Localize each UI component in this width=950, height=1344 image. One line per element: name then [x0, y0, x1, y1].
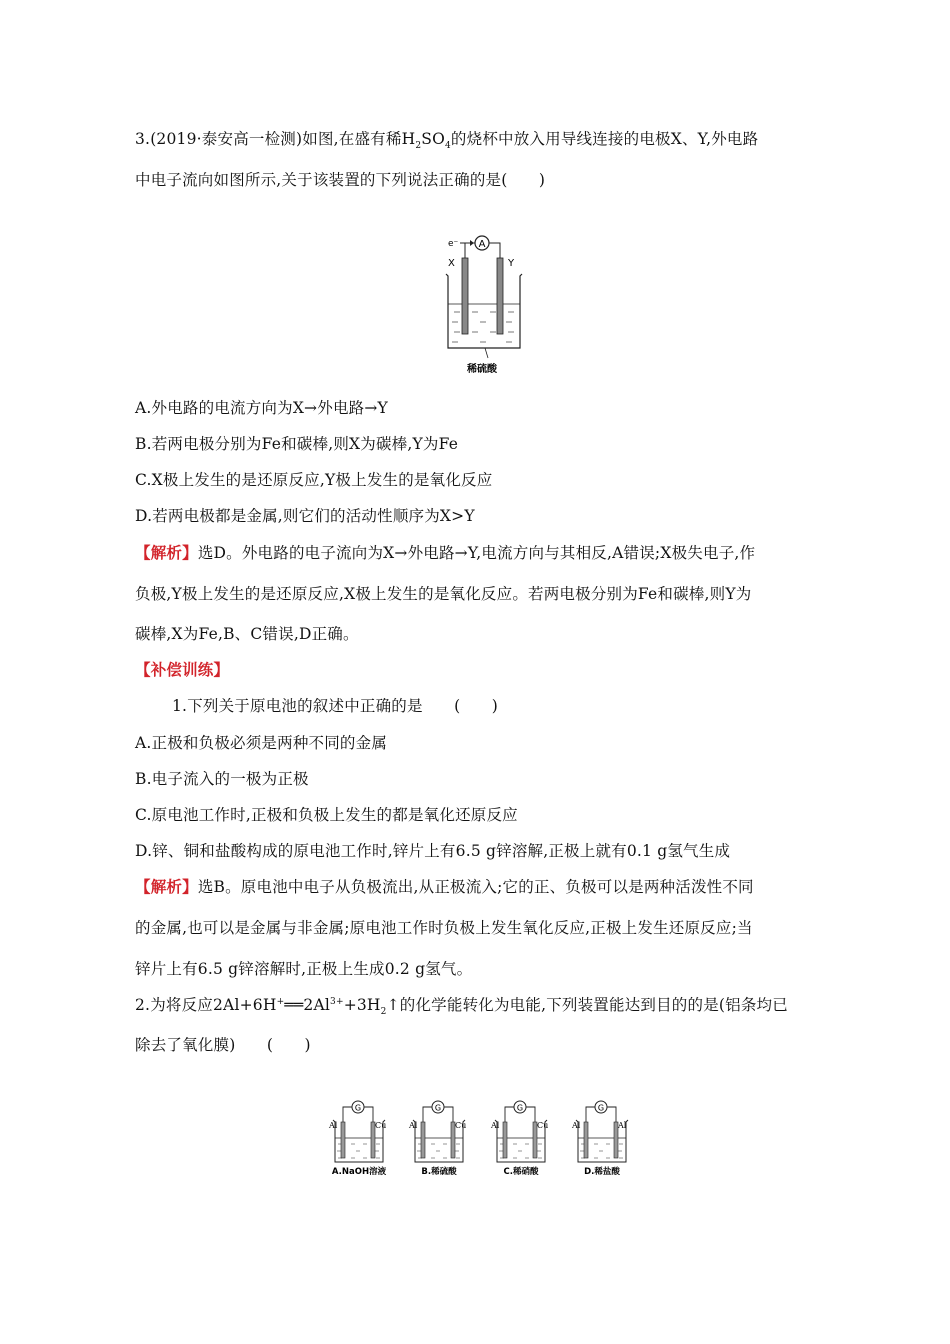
left-electrode [421, 1122, 425, 1158]
left-electrode [584, 1122, 588, 1158]
electrode-y-label: Y [508, 258, 515, 269]
cell-caption: D.稀盐酸 [584, 1167, 620, 1177]
cell-caption: A.NaOH溶液 [331, 1167, 387, 1177]
left-electrode [341, 1122, 345, 1158]
q3-option-a: A.外电路的电流方向为X→外电路→Y [135, 399, 388, 417]
supp-q1-option-b: B.电子流入的一极为正极 [135, 770, 309, 788]
meter-label: G [597, 1103, 605, 1113]
supp-q1-analysis-line2: 的金属,也可以是金属与非金属;原电池工作时负极上发生氧化反应,正极上发生还原反应;当 [135, 919, 753, 937]
cell-caption: B.稀硫酸 [421, 1167, 457, 1177]
cell-figure [568, 1098, 648, 1178]
supp-q1-analysis-line1: 【解析】选B。原电池中电子从负极流出,从正极流入;它的正、负极可以是两种活泼性不同 [135, 877, 754, 896]
right-electrode-label: Cu [537, 1121, 549, 1130]
right-electrode [371, 1122, 375, 1158]
q3-option-d: D.若两电极都是金属,则它们的活动性顺序为X>Y [135, 507, 475, 525]
left-electrode-label: Al [572, 1121, 581, 1130]
right-electrode [451, 1122, 455, 1158]
analysis-label: 【解析】 [135, 543, 198, 562]
supp-q1-option-c: C.原电池工作时,正极和负极上发生的都是氧化还原反应 [135, 806, 518, 824]
left-electrode [503, 1122, 507, 1158]
q3-analysis-line2: 负极,Y极上发生的是还原反应,X极上发生的是氧化反应。若两电极分别为Fe和碳棒,则Y为 [135, 585, 752, 603]
electrode-x-label: X [448, 258, 455, 269]
right-electrode-label: Al [618, 1121, 627, 1130]
right-electrode-label: Cu [375, 1121, 387, 1130]
meter-label: G [516, 1103, 524, 1113]
supp-q2-stem-line1: 2.为将反应$2Al+6H^+══2Al^{3+}+3H_2↑$的化学能转化为电能,下列装置能达到目的的是(铝条均已 [135, 996, 788, 1018]
electrode-x [462, 258, 468, 334]
meter-label: G [354, 1103, 362, 1113]
supplement-title: 【补偿训练】 [135, 660, 230, 679]
right-electrode-label: Cu [455, 1121, 467, 1130]
supp-q1-option-d: D.锌、铜和盐酸构成的原电池工作时,锌片上有6.5 g锌溶解,正极上就有0.1 g氢气生成 [135, 842, 731, 860]
left-electrode-label: Al [409, 1121, 418, 1130]
right-electrode [533, 1122, 537, 1158]
cell-figure [487, 1098, 567, 1178]
electron-label: e⁻ [448, 239, 459, 249]
cell-caption: C.稀硝酸 [503, 1167, 539, 1177]
ammeter-label: A [478, 239, 486, 250]
q3-analysis-line3: 碳棒,X为Fe,B、C错误,D正确。 [135, 625, 359, 643]
meter-label: G [434, 1103, 442, 1113]
cell-figure [405, 1098, 485, 1178]
analysis-label: 【解析】 [135, 877, 198, 896]
left-electrode-label: Al [491, 1121, 500, 1130]
supp-q1-option-a: A.正极和负极必须是两种不同的金属 [135, 734, 388, 752]
cell-figure [325, 1098, 405, 1178]
q3-analysis-line1: 【解析】选D。外电路的电子流向为X→外电路→Y,电流方向与其相反,A错误;X极失电子,作 [135, 543, 756, 562]
left-electrode-label: Al [329, 1121, 338, 1130]
q3-beaker-figure [440, 232, 530, 378]
supp-q1-stem: 1.下列关于原电池的叙述中正确的是 ( ) [172, 697, 498, 715]
right-electrode [614, 1122, 618, 1158]
electrode-y [497, 258, 503, 334]
q3-figure-caption: 稀硫酸 [467, 364, 497, 375]
q3-option-b: B.若两电极分别为Fe和碳棒,则X为碳棒,Y为Fe [135, 435, 459, 453]
supp-q2-stem-line2: 除去了氧化膜) ( ) [135, 1036, 311, 1054]
q3-stem-line1: 3.(2019·泰安高一检测)如图,在盛有稀$H_2SO_4$的烧杯中放入用导线连接的电极X、Y,外电路 [135, 130, 759, 152]
q3-option-c: C.X极上发生的是还原反应,Y极上发生的是氧化反应 [135, 471, 493, 489]
q3-stem-line2: 中电子流向如图所示,关于该装置的下列说法正确的是( ) [135, 171, 546, 189]
supp-q1-analysis-line3: 锌片上有6.5 g锌溶解时,正极上生成0.2 g氢气。 [135, 960, 473, 978]
